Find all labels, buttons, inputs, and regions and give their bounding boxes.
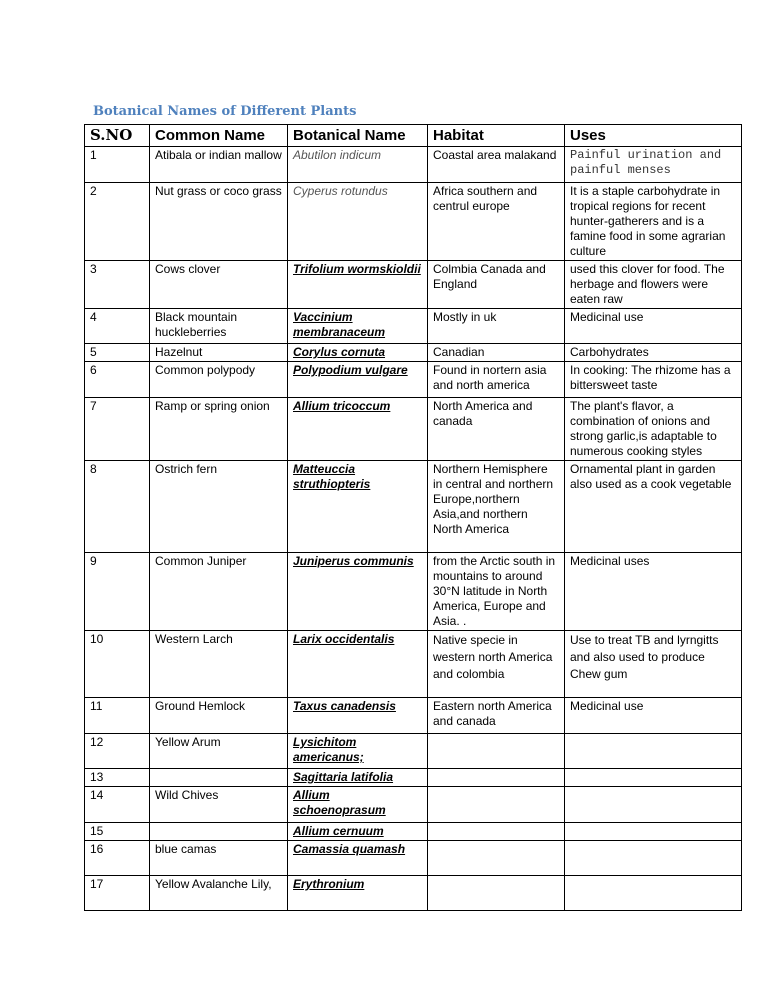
table-row — [85, 461, 742, 553]
cell-uses: It is a staple carbohydrate in tropical regions for recent hunter-gatherers and is a famine food in some agrarian culture — [565, 183, 742, 261]
cell-sno: 16 — [85, 841, 150, 876]
cell-habitat — [428, 734, 565, 769]
cell-common-name: Atibala or indian mallow — [150, 147, 288, 183]
cell-common-name: Ramp or spring onion — [150, 398, 288, 461]
cell-uses: Use to treat TB and lyrngitts and also used to produce Chew gum — [565, 631, 742, 698]
cell-habitat: Colmbia Canada and England — [428, 261, 565, 309]
cell-uses: Carbohydrates — [565, 344, 742, 362]
table-row — [85, 698, 742, 734]
cell-sno: 12 — [85, 734, 150, 769]
cell-habitat — [428, 787, 565, 823]
cell-common-name: Ostrich fern — [150, 461, 288, 553]
table-row — [85, 553, 742, 631]
table-row — [85, 769, 742, 787]
cell-uses: The plant's flavor, a combination of onions and strong garlic,is adaptable to numerous cooking styles — [565, 398, 742, 461]
page-title: Botanical Names of Different Plants — [93, 104, 357, 119]
cell-botanical-name: Corylus cornuta — [288, 344, 428, 362]
cell-sno: 2 — [85, 183, 150, 261]
cell-botanical-name: Sagittaria latifolia — [288, 769, 428, 787]
cell-common-name: Cows clover — [150, 261, 288, 309]
cell-common-name: Common polypody — [150, 362, 288, 398]
table-row — [85, 261, 742, 309]
cell-uses: Medicinal use — [565, 309, 742, 344]
cell-botanical-name: Trifolium wormskioldii — [288, 261, 428, 309]
cell-common-name: blue camas — [150, 841, 288, 876]
cell-sno: 13 — [85, 769, 150, 787]
table-row — [85, 398, 742, 461]
cell-uses — [565, 769, 742, 787]
cell-common-name: Yellow Arum — [150, 734, 288, 769]
cell-sno: 17 — [85, 876, 150, 911]
cell-botanical-name: Vaccinium membranaceum — [288, 309, 428, 344]
table-body — [85, 147, 742, 911]
cell-habitat — [428, 823, 565, 841]
cell-common-name — [150, 769, 288, 787]
table-row — [85, 787, 742, 823]
cell-botanical-name: Matteuccia struthiopteris — [288, 461, 428, 553]
cell-sno: 1 — [85, 147, 150, 183]
table-row — [85, 183, 742, 261]
cell-sno: 9 — [85, 553, 150, 631]
cell-habitat: Eastern north America and canada — [428, 698, 565, 734]
table-row — [85, 734, 742, 769]
cell-habitat: Found in nortern asia and north america — [428, 362, 565, 398]
cell-uses — [565, 841, 742, 876]
cell-habitat: Coastal area malakand — [428, 147, 565, 183]
cell-habitat: Native specie in western north America and colombia — [428, 631, 565, 698]
cell-sno: 14 — [85, 787, 150, 823]
cell-botanical-name: Allium cernuum — [288, 823, 428, 841]
header-common-name: Common Name — [150, 125, 288, 147]
cell-sno: 11 — [85, 698, 150, 734]
cell-habitat: Mostly in uk — [428, 309, 565, 344]
cell-sno: 6 — [85, 362, 150, 398]
cell-common-name: Wild Chives — [150, 787, 288, 823]
cell-botanical-name: Camassia quamash — [288, 841, 428, 876]
cell-uses — [565, 823, 742, 841]
cell-common-name: Black mountain huckleberries — [150, 309, 288, 344]
cell-botanical-name: Lysichitom americanus; — [288, 734, 428, 769]
cell-sno: 10 — [85, 631, 150, 698]
table-row — [85, 841, 742, 876]
cell-botanical-name: Larix occidentalis — [288, 631, 428, 698]
cell-botanical-name: Abutilon indicum — [288, 147, 428, 183]
cell-uses: Ornamental plant in garden also used as a cook vegetable — [565, 461, 742, 553]
cell-botanical-name: Juniperus communis — [288, 553, 428, 631]
header-sno: S.NO — [85, 125, 150, 147]
cell-habitat: Canadian — [428, 344, 565, 362]
table-row — [85, 631, 742, 698]
cell-habitat — [428, 841, 565, 876]
cell-botanical-name: Erythronium — [288, 876, 428, 911]
cell-botanical-name: Taxus canadensis — [288, 698, 428, 734]
cell-habitat — [428, 769, 565, 787]
header-habitat: Habitat — [428, 125, 565, 147]
cell-common-name: Western Larch — [150, 631, 288, 698]
cell-sno: 3 — [85, 261, 150, 309]
table-row — [85, 823, 742, 841]
table-header — [85, 125, 742, 147]
cell-sno: 15 — [85, 823, 150, 841]
cell-habitat: Northern Hemisphere in central and northern Europe,northern Asia,and northern North America — [428, 461, 565, 553]
table-row — [85, 362, 742, 398]
cell-habitat: North America and canada — [428, 398, 565, 461]
cell-common-name: Nut grass or coco grass — [150, 183, 288, 261]
table-row — [85, 147, 742, 183]
cell-sno: 8 — [85, 461, 150, 553]
cell-common-name: Hazelnut — [150, 344, 288, 362]
cell-common-name — [150, 823, 288, 841]
cell-common-name: Common Juniper — [150, 553, 288, 631]
cell-uses: Painful urination and painful menses — [565, 147, 742, 183]
table-row — [85, 309, 742, 344]
header-botanical-name: Botanical Name — [288, 125, 428, 147]
table-row — [85, 344, 742, 362]
cell-habitat: Africa southern and centrul europe — [428, 183, 565, 261]
cell-sno: 4 — [85, 309, 150, 344]
cell-uses: used this clover for food. The herbage and flowers were eaten raw — [565, 261, 742, 309]
cell-botanical-name: Polypodium vulgare — [288, 362, 428, 398]
cell-botanical-name: Cyperus rotundus — [288, 183, 428, 261]
header-row — [85, 125, 742, 147]
cell-uses: In cooking: The rhizome has a bittersweet taste — [565, 362, 742, 398]
cell-uses — [565, 876, 742, 911]
cell-botanical-name: Allium tricoccum — [288, 398, 428, 461]
cell-uses — [565, 787, 742, 823]
table-row — [85, 876, 742, 911]
plants-table — [84, 124, 742, 911]
cell-uses: Medicinal uses — [565, 553, 742, 631]
header-uses: Uses — [565, 125, 742, 147]
cell-uses: Medicinal use — [565, 698, 742, 734]
cell-habitat — [428, 876, 565, 911]
cell-common-name: Yellow Avalanche Lily, — [150, 876, 288, 911]
cell-sno: 7 — [85, 398, 150, 461]
cell-common-name: Ground Hemlock — [150, 698, 288, 734]
cell-habitat: from the Arctic south in mountains to around 30°N latitude in North America, Europe and Asia. . — [428, 553, 565, 631]
cell-botanical-name: Allium schoenoprasum — [288, 787, 428, 823]
cell-uses — [565, 734, 742, 769]
cell-sno: 5 — [85, 344, 150, 362]
